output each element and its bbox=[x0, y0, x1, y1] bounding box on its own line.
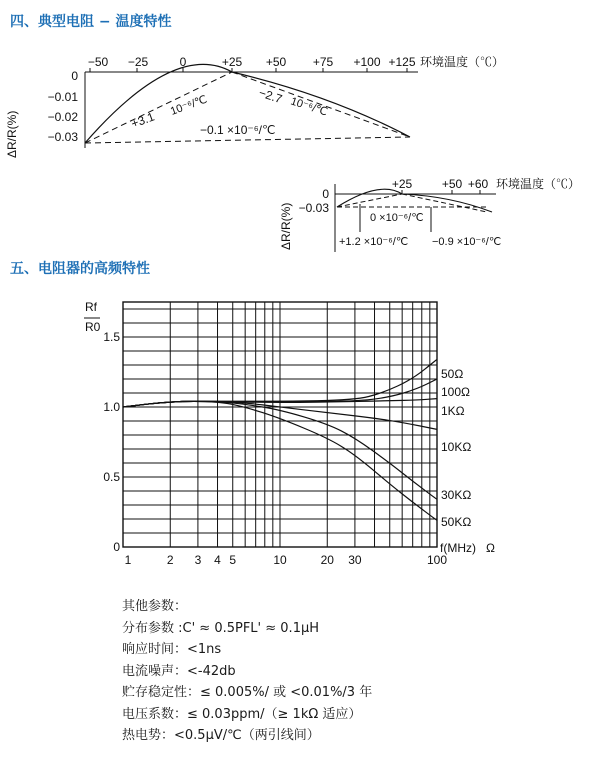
x-tick-label: −25 bbox=[127, 55, 149, 69]
params-title: 其他参数： bbox=[122, 599, 188, 614]
x-tick-label: 100 bbox=[426, 553, 448, 567]
annotation-coef: +3.1 bbox=[129, 109, 157, 131]
x-tick-label: +50 bbox=[265, 55, 287, 69]
x-tick-label: +125 bbox=[388, 55, 416, 69]
annotation-unit: 10⁻⁶/℃ bbox=[289, 95, 329, 119]
section-heading-temperature: 四、典型电阻 − 温度特性 bbox=[10, 14, 172, 30]
slope-line-positive bbox=[337, 194, 402, 207]
x-tick-label: 5 bbox=[229, 553, 237, 567]
x-tick-label: 30 bbox=[348, 553, 362, 567]
annotation-negative: −0.9 ×10⁻⁶/℃ bbox=[432, 236, 502, 248]
x-tick-label: +75 bbox=[312, 55, 334, 69]
x-tick-label: +100 bbox=[353, 55, 381, 69]
x-tick-label: 4 bbox=[214, 553, 221, 567]
series-label: 50Ω bbox=[441, 367, 464, 381]
chart-grid bbox=[123, 302, 437, 547]
x-tick-label: 2 bbox=[166, 553, 174, 567]
x-tick-label: 0 bbox=[179, 55, 187, 69]
x-tick-label: +50 bbox=[441, 177, 463, 191]
high-frequency-chart bbox=[84, 300, 495, 567]
param-current-noise: 电流噪声：<-42db bbox=[122, 663, 236, 679]
x-tick-label: −50 bbox=[87, 55, 109, 69]
x-tick-labels bbox=[125, 553, 448, 567]
slope-line-negative bbox=[402, 194, 487, 212]
y-axis-label: ΔR/R(%) bbox=[5, 110, 19, 158]
y-tick-label: −0.01 bbox=[47, 90, 78, 104]
y-tick-label: 1.0 bbox=[103, 400, 120, 414]
x-tick-label: +25 bbox=[221, 55, 243, 69]
y-axis-label-numerator: Rf bbox=[85, 300, 97, 314]
section-heading-high-frequency: 五、电阻器的高频特性 bbox=[10, 261, 150, 277]
temperature-chart-main bbox=[5, 54, 504, 158]
param-distribution: 分布参数 :C' ≈ 0.5PFL' ≈ 0.1μH bbox=[122, 620, 320, 636]
series-labels bbox=[441, 367, 471, 529]
y-axis-label-denominator: R0 bbox=[85, 320, 101, 334]
y-tick-label: 0 bbox=[71, 69, 78, 83]
param-voltage-coefficient: 电压系数：≤ 0.03ppm/（≥ 1kΩ 适应） bbox=[122, 706, 362, 722]
series-label: 50KΩ bbox=[441, 515, 472, 529]
x-tick-label: +60 bbox=[467, 177, 489, 191]
series-label: 30KΩ bbox=[441, 488, 472, 502]
x-tick-label: 10 bbox=[273, 553, 287, 567]
annotation-zero: 0 ×10⁻⁶/℃ bbox=[370, 212, 424, 224]
param-response-time: 响应时间：<1ns bbox=[122, 642, 222, 657]
temperature-chart-small bbox=[279, 176, 580, 252]
annotation-coef: −2.7 bbox=[257, 85, 284, 107]
series-label: 10KΩ bbox=[441, 440, 472, 454]
x-tick-label: +25 bbox=[391, 177, 413, 191]
y-axis-label: ΔR/R(%) bbox=[279, 202, 293, 250]
y-tick-label: −0.02 bbox=[47, 110, 78, 124]
annotation-positive: +1.2 ×10⁻⁶/℃ bbox=[339, 236, 409, 248]
x-tick-label: 20 bbox=[320, 553, 334, 567]
x-tick-label: 3 bbox=[194, 553, 202, 567]
y-tick-label: 1.5 bbox=[103, 330, 120, 344]
other-parameters bbox=[122, 596, 372, 747]
x-axis-label: 环境温度（℃） bbox=[420, 55, 505, 69]
y-tick-label: 0 bbox=[113, 540, 120, 554]
x-axis-label: f(MHz) bbox=[440, 541, 476, 555]
y-tick-labels bbox=[103, 330, 120, 554]
x-axis-unit-omega: Ω bbox=[486, 541, 495, 555]
annotation-flat: −0.1 ×10⁻⁶/℃ bbox=[200, 123, 276, 137]
param-thermal-emf: 热电势：<0.5μV/℃（两引线间） bbox=[122, 728, 320, 743]
y-tick-label: −0.03 bbox=[47, 130, 78, 144]
y-tick-label: 0 bbox=[322, 187, 329, 201]
annotation-unit: 10⁻⁶/℃ bbox=[168, 93, 209, 118]
param-storage-stability: 贮存稳定性：≤ 0.005%/ 或 <0.01%/3 年 bbox=[122, 685, 373, 700]
x-tick-label: 1 bbox=[124, 553, 132, 567]
x-axis-label: 环境温度（℃） bbox=[496, 177, 581, 191]
y-tick-label: −0.03 bbox=[298, 201, 329, 215]
series-label: 100Ω bbox=[441, 385, 470, 399]
y-tick-label: 0.5 bbox=[103, 470, 120, 484]
slope-line-flat bbox=[85, 137, 410, 143]
series-label: 1KΩ bbox=[441, 404, 465, 418]
